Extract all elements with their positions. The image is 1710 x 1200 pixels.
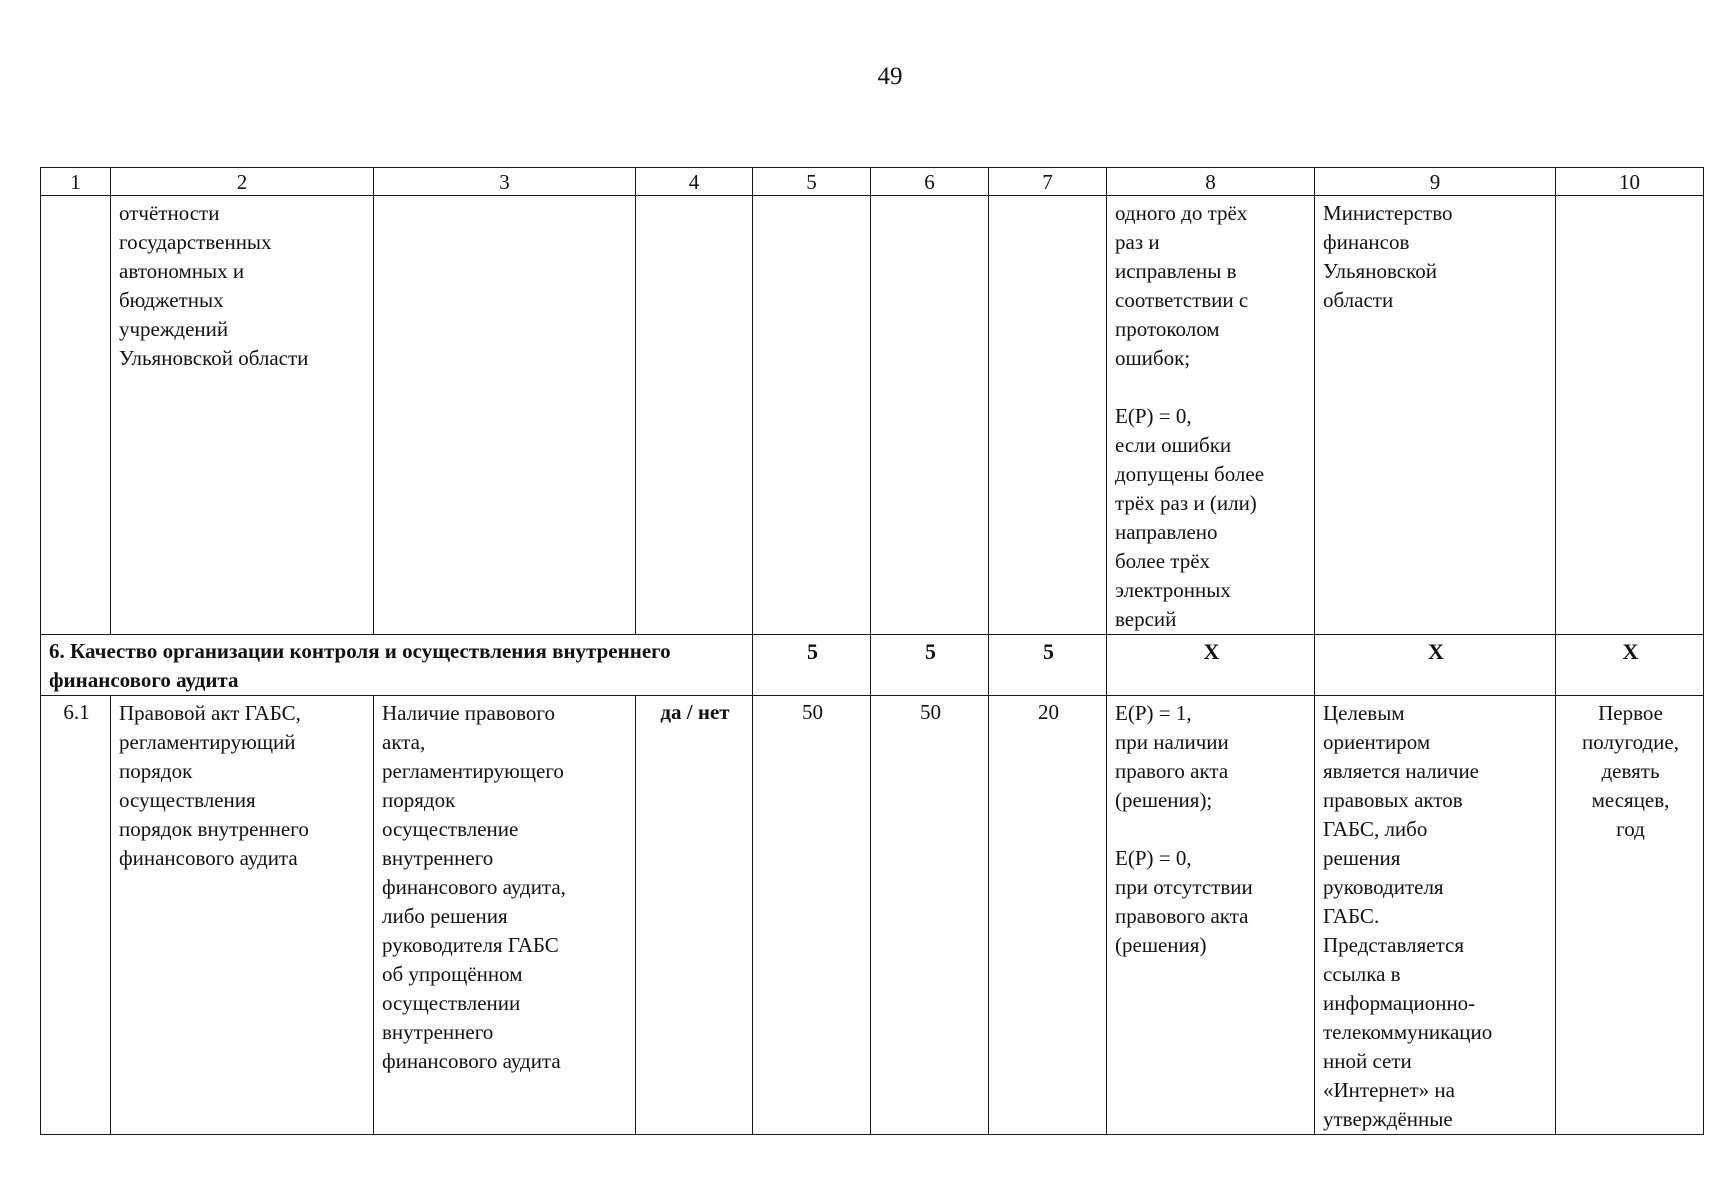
table-cell [1107, 635, 1315, 696]
table-cell [871, 635, 989, 696]
table-cell [1556, 696, 1704, 1135]
indicator-name: Правовой акт ГАБС, регламентирующий порядок осуществления порядок внутреннего финансового аудита [119, 701, 309, 870]
indicator-value: 20 [1038, 700, 1059, 724]
table-cell [1107, 196, 1315, 635]
table-cell [111, 196, 374, 635]
table-cell [374, 696, 636, 1135]
column-header: 8 [1107, 168, 1315, 196]
indicator-formula: E(P) = 1, при наличии правого акта (решения); E(P) = 0, при отсутствии правового акта (решения) [1115, 701, 1253, 957]
indicator-number: 6.1 [63, 700, 90, 724]
column-header: 10 [1556, 168, 1704, 196]
section-mark: Х [1622, 639, 1639, 664]
indicator-period: Первое полугодие, девять месяцев, год [1582, 701, 1679, 841]
table-cell [41, 196, 111, 635]
page-number: 49 [877, 63, 903, 90]
table-cell [753, 196, 871, 635]
indicator-unit: да / нет [660, 700, 730, 724]
table-cell [41, 696, 111, 1135]
table-cell [1315, 635, 1556, 696]
indicator-row [41, 696, 1704, 1135]
continuation-row [41, 196, 1704, 635]
table-cell [636, 696, 753, 1135]
section-title: 6. Качество организации контроля и осуществления внутреннего финансового аудита [49, 639, 671, 692]
section-title-cell [41, 635, 753, 696]
section-value: 5 [925, 639, 936, 664]
table-cell [1556, 635, 1704, 696]
table-cell [989, 635, 1107, 696]
table-cell [871, 696, 989, 1135]
column-header: 2 [111, 168, 374, 196]
table-cell [1315, 196, 1556, 635]
table-cell [1315, 696, 1556, 1135]
column-header: 4 [636, 168, 753, 196]
column-number-row [41, 168, 1704, 196]
column-header: 9 [1315, 168, 1556, 196]
table-cell [374, 196, 636, 635]
indicator-description: Наличие правового акта, регламентирующего порядок осуществление внутреннего финансового аудита, либо решения руководителя ГАБС об упрощённом осуществлении внутреннего финансового аудита [382, 701, 566, 1073]
column-header: 5 [753, 168, 871, 196]
section-value: 5 [807, 639, 818, 664]
section-value: 5 [1043, 639, 1054, 664]
table-cell [871, 196, 989, 635]
section-mark: Х [1428, 639, 1444, 664]
table-cell [1107, 696, 1315, 1135]
continued-indicator-name: отчётности государственных автономных и бюджетных учреждений Ульяновской области [119, 201, 309, 370]
column-header: 6 [871, 168, 989, 196]
table-cell [111, 696, 374, 1135]
column-header: 7 [989, 168, 1107, 196]
column-header: 1 [41, 168, 111, 196]
table-cell [753, 696, 871, 1135]
table-cell [636, 196, 753, 635]
continued-source: Министерство финансов Ульяновской области [1323, 201, 1453, 312]
section-mark: Х [1203, 639, 1220, 664]
table-cell [1556, 196, 1704, 635]
table-cell [989, 696, 1107, 1135]
table-cell [753, 635, 871, 696]
section-row [41, 635, 1704, 696]
indicator-value: 50 [802, 700, 823, 724]
continued-formula: одного до трёх раз и исправлены в соответствии с протоколом ошибок; E(P) = 0, если ошибки допущены более трёх раз и (или) направлено более трёх электронных версий [1115, 201, 1265, 631]
indicator-value: 50 [920, 700, 941, 724]
indicator-table [40, 167, 1704, 1135]
column-header: 3 [374, 168, 636, 196]
table-cell [989, 196, 1107, 635]
indicator-target: Целевым ориентиром является наличие правовых актов ГАБС, либо решения руководителя ГАБС. Представляется ссылка в информационно- телекоммуникацио нной сети «Интернет» на утверждённые [1323, 701, 1493, 1131]
